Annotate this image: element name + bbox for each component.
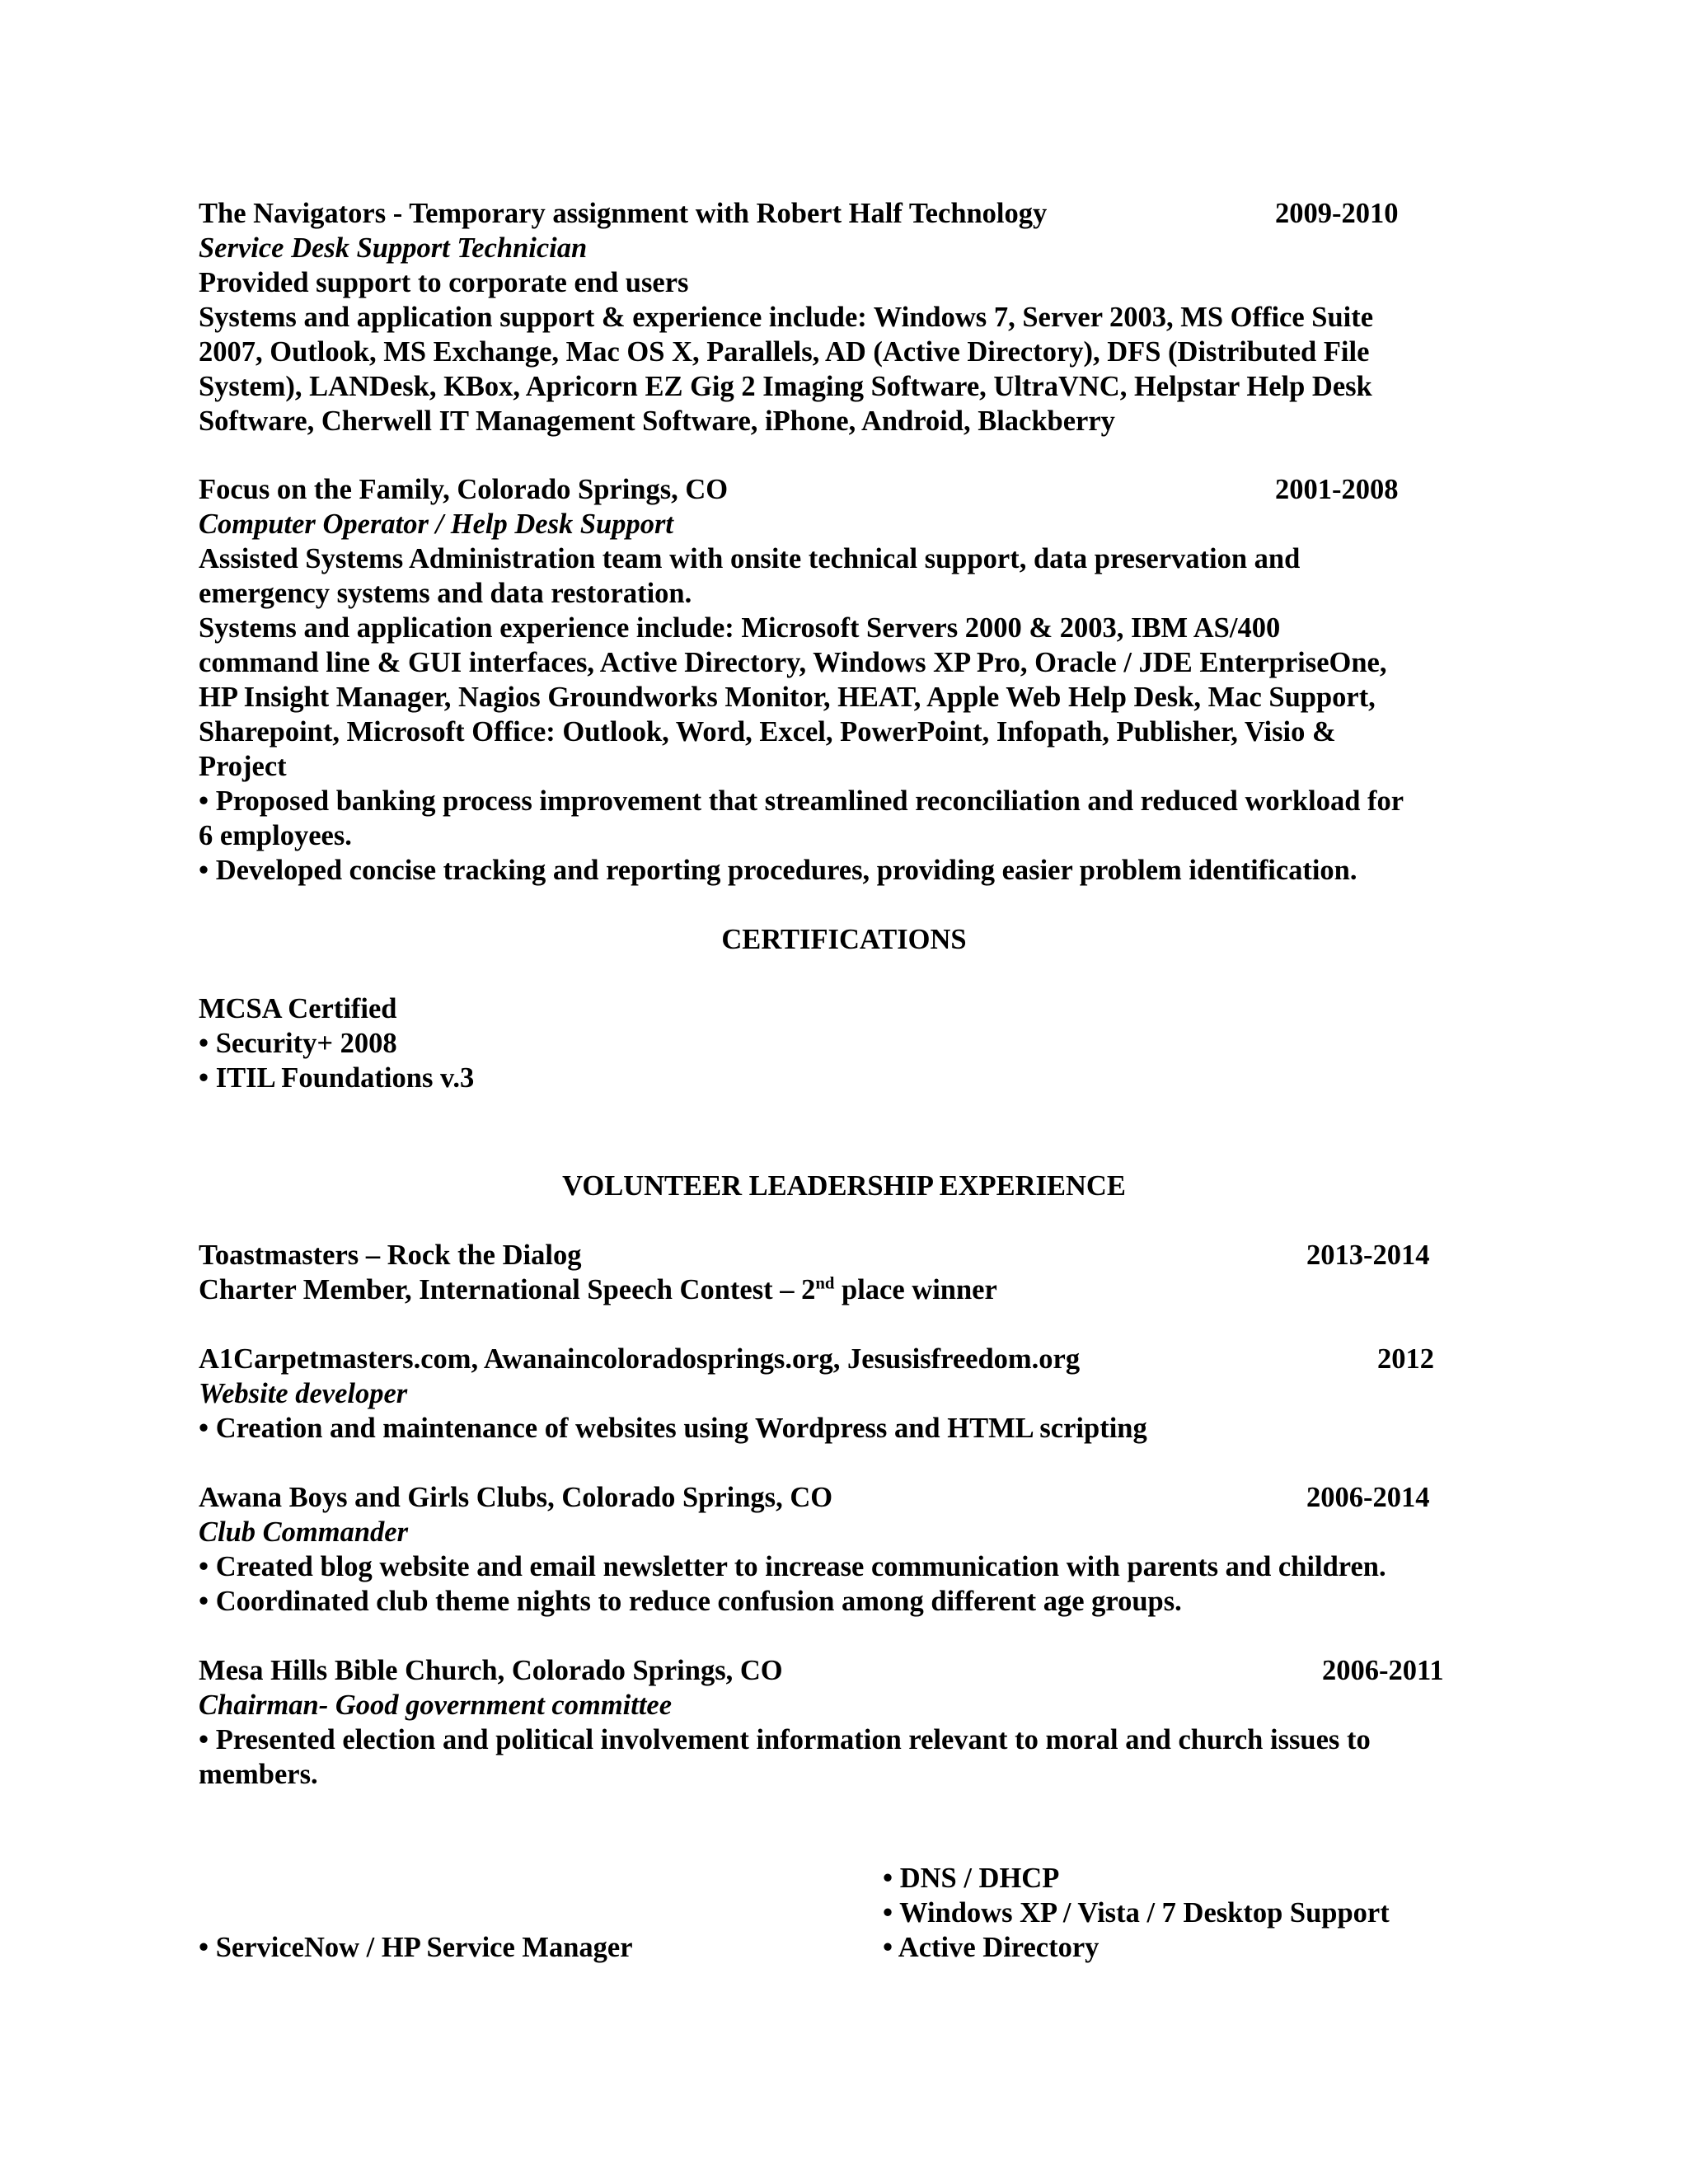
job-bullet: • Proposed banking process improvement that streamlined reconciliation and reduced workload for bbox=[199, 785, 1404, 817]
volunteer-bullet: • Coordinated club theme nights to reduce confusion among different age groups. bbox=[199, 1586, 1182, 1617]
ordinal-suffix: nd bbox=[815, 1274, 835, 1293]
volunteer-dates: 2012 bbox=[1377, 1343, 1434, 1375]
job-org: Focus on the Family, Colorado Springs, CO bbox=[199, 474, 729, 505]
volunteer-org: A1Carpetmasters.com, Awanaincoloradosprings.org, Jesusisfreedom.org bbox=[199, 1343, 1081, 1375]
volunteer-title: Club Commander bbox=[199, 1516, 409, 1548]
job-org: The Navigators - Temporary assignment with Robert Half Technology bbox=[199, 198, 1048, 229]
certification-item: • ITIL Foundations v.3 bbox=[199, 1062, 475, 1094]
line-text: Charter Member, International Speech Contest – 2 bbox=[199, 1274, 816, 1305]
job-line: Software, Cherwell IT Management Software, iPhone, Android, Blackberry bbox=[199, 405, 1115, 437]
job-line: Assisted Systems Administration team with onsite technical support, data preservation and bbox=[199, 543, 1301, 574]
job-dates: 2009-2010 bbox=[1275, 198, 1399, 229]
skill-item: • DNS / DHCP bbox=[883, 1863, 1060, 1894]
volunteer-bullet: • Creation and maintenance of websites using Wordpress and HTML scripting bbox=[199, 1413, 1147, 1444]
volunteer-org: Toastmasters – Rock the Dialog bbox=[199, 1240, 582, 1271]
job-bullet: • Developed concise tracking and reporting procedures, providing easier problem identification. bbox=[199, 855, 1357, 886]
certification-item: • Security+ 2008 bbox=[199, 1028, 397, 1059]
certifications-heading: CERTIFICATIONS bbox=[721, 924, 967, 955]
volunteer-org: Awana Boys and Girls Clubs, Colorado Springs, CO bbox=[199, 1482, 833, 1513]
job-line: 2007, Outlook, MS Exchange, Mac OS X, Parallels, AD (Active Directory), DFS (Distributed File bbox=[199, 336, 1370, 368]
skill-item: • Active Directory bbox=[883, 1932, 1100, 1963]
job-line: System), LANDesk, KBox, Apricorn EZ Gig 2 Imaging Software, UltraVNC, Helpstar Help Desk bbox=[199, 371, 1372, 402]
volunteer-bullet: • Created blog website and email newsletter to increase communication with parents and children. bbox=[199, 1551, 1386, 1582]
job-line: Systems and application experience include: Microsoft Servers 2000 & 2003, IBM AS/400 bbox=[199, 612, 1281, 644]
job-title: Computer Operator / Help Desk Support bbox=[199, 509, 674, 540]
job-line: 6 employees. bbox=[199, 820, 352, 851]
job-line: emergency systems and data restoration. bbox=[199, 578, 692, 609]
volunteer-dates: 2006-2011 bbox=[1322, 1655, 1444, 1686]
job-title: Service Desk Support Technician bbox=[199, 232, 588, 264]
volunteer-title: Chairman- Good government committee bbox=[199, 1690, 673, 1721]
volunteer-heading: VOLUNTEER LEADERSHIP EXPERIENCE bbox=[562, 1170, 1126, 1202]
job-dates: 2001-2008 bbox=[1275, 474, 1399, 505]
volunteer-line: members. bbox=[199, 1759, 318, 1790]
volunteer-dates: 2006-2014 bbox=[1306, 1482, 1430, 1513]
volunteer-title: Website developer bbox=[199, 1378, 408, 1409]
job-line: Provided support to corporate end users bbox=[199, 267, 689, 298]
volunteer-line bbox=[199, 1272, 997, 1307]
certification-item: MCSA Certified bbox=[199, 993, 397, 1024]
job-line: Sharepoint, Microsoft Office: Outlook, Word, Excel, PowerPoint, Infopath, Publisher, Visio & bbox=[199, 716, 1336, 748]
job-line: Project bbox=[199, 751, 287, 782]
volunteer-org: Mesa Hills Bible Church, Colorado Springs, CO bbox=[199, 1655, 783, 1686]
skill-item: • ServiceNow / HP Service Manager bbox=[199, 1932, 633, 1963]
volunteer-bullet: • Presented election and political involvement information relevant to moral and church issues to bbox=[199, 1724, 1371, 1755]
job-line: HP Insight Manager, Nagios Groundworks Monitor, HEAT, Apple Web Help Desk, Mac Support, bbox=[199, 682, 1376, 713]
skill-item: • Windows XP / Vista / 7 Desktop Support bbox=[883, 1897, 1390, 1929]
job-line: Systems and application support & experience include: Windows 7, Server 2003, MS Office Suite bbox=[199, 302, 1374, 333]
job-line: command line & GUI interfaces, Active Directory, Windows XP Pro, Oracle / JDE EnterpriseOne, bbox=[199, 647, 1387, 678]
volunteer-dates: 2013-2014 bbox=[1306, 1240, 1430, 1271]
line-text: place winner bbox=[834, 1274, 997, 1305]
